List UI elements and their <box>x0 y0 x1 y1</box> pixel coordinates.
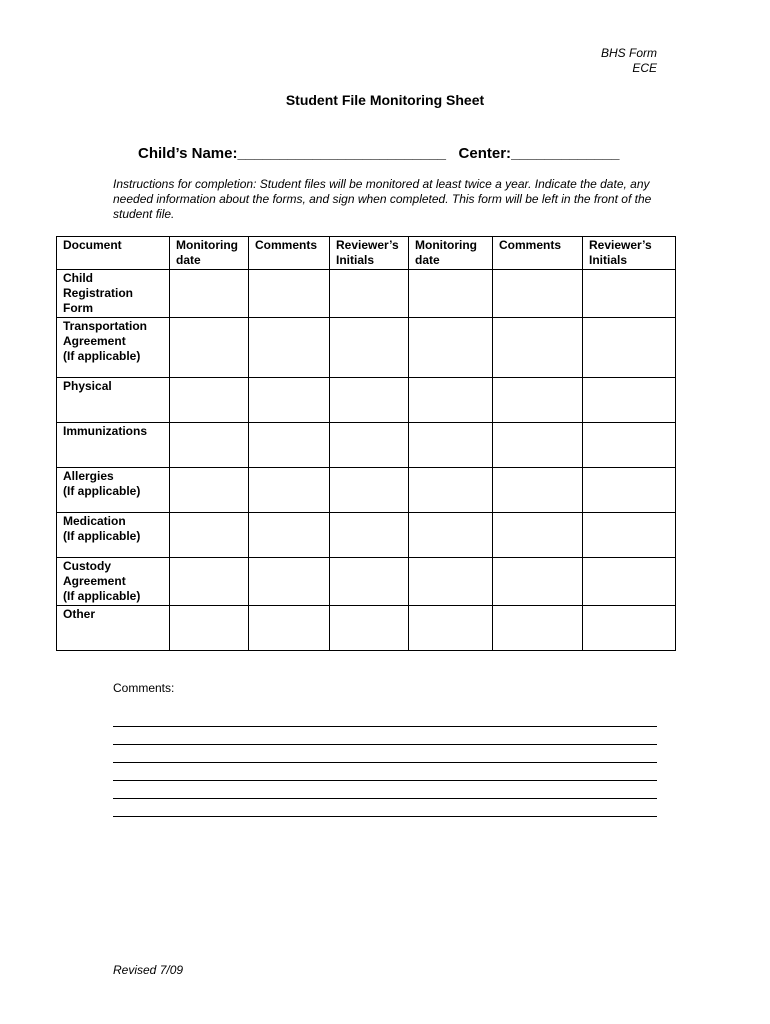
childs-name-field[interactable]: _________________________ <box>237 145 447 162</box>
table-row <box>57 318 676 378</box>
table-cell[interactable] <box>583 606 676 651</box>
table-cell[interactable] <box>249 318 330 378</box>
table-cell[interactable] <box>493 423 583 468</box>
table-cell[interactable] <box>249 513 330 558</box>
table-cell[interactable] <box>330 606 409 651</box>
row-label-physical: Physical <box>57 378 170 423</box>
header-reviewers-initials-1: Reviewer’s Initials <box>330 237 409 270</box>
table-row <box>57 513 676 558</box>
table-cell[interactable] <box>170 378 249 423</box>
table-cell[interactable] <box>170 558 249 606</box>
table-cell[interactable] <box>583 423 676 468</box>
table-row <box>57 606 676 651</box>
table-cell[interactable] <box>409 378 493 423</box>
table-cell[interactable] <box>330 468 409 513</box>
table-cell[interactable] <box>493 318 583 378</box>
table-cell[interactable] <box>409 606 493 651</box>
table-cell[interactable] <box>583 468 676 513</box>
childs-name-label: Child’s Name: <box>138 145 238 162</box>
table-cell[interactable] <box>493 270 583 318</box>
table-cell[interactable] <box>330 318 409 378</box>
row-label-child-registration: Child Registration Form <box>57 270 170 318</box>
header-reviewers-initials-2: Reviewer’s Initials <box>583 237 676 270</box>
comments-label: Comments: <box>113 681 175 695</box>
header-document: Document <box>57 237 170 270</box>
comment-line[interactable] <box>113 798 657 799</box>
table-cell[interactable] <box>170 318 249 378</box>
comment-line[interactable] <box>113 762 657 763</box>
table-cell[interactable] <box>330 270 409 318</box>
header-monitoring-date-1: Monitoring date <box>170 237 249 270</box>
table-row <box>57 423 676 468</box>
monitoring-table <box>56 236 676 651</box>
table-cell[interactable] <box>249 270 330 318</box>
row-label-custody: Custody Agreement (If applicable) <box>57 558 170 606</box>
table-cell[interactable] <box>170 513 249 558</box>
comment-line[interactable] <box>113 780 657 781</box>
table-cell[interactable] <box>249 558 330 606</box>
table-row <box>57 468 676 513</box>
header-monitoring-date-2: Monitoring date <box>409 237 493 270</box>
center-field[interactable]: _____________ <box>511 145 620 162</box>
table-cell[interactable] <box>409 318 493 378</box>
table-cell[interactable] <box>249 606 330 651</box>
comment-line[interactable] <box>113 726 657 727</box>
row-label-transportation: Transportation Agreement (If applicable) <box>57 318 170 378</box>
table-cell[interactable] <box>330 423 409 468</box>
table-cell[interactable] <box>409 270 493 318</box>
form-id-line1: BHS Form <box>600 46 657 60</box>
table-cell[interactable] <box>249 423 330 468</box>
table-cell[interactable] <box>583 378 676 423</box>
table-header-row <box>57 237 676 270</box>
header-comments-2: Comments <box>493 237 583 270</box>
table-cell[interactable] <box>330 513 409 558</box>
instructions-text: Instructions for completion: Student files will be monitored at least twice a year. Indicate the date, any needed information about the forms, and sign when completed. This form will be left in the front of the student file. <box>113 177 652 221</box>
table-cell[interactable] <box>170 468 249 513</box>
table-row <box>57 270 676 318</box>
revision-note: Revised 7/09 <box>113 963 184 977</box>
table-cell[interactable] <box>330 378 409 423</box>
table-cell[interactable] <box>170 606 249 651</box>
table-cell[interactable] <box>330 558 409 606</box>
form-identifier <box>601 46 657 76</box>
table-cell[interactable] <box>409 558 493 606</box>
page-title: Student File Monitoring Sheet <box>285 92 485 108</box>
table-cell[interactable] <box>493 606 583 651</box>
table-cell[interactable] <box>249 378 330 423</box>
table-cell[interactable] <box>409 468 493 513</box>
comment-line[interactable] <box>113 816 657 817</box>
table-cell[interactable] <box>493 468 583 513</box>
table-cell[interactable] <box>583 318 676 378</box>
table-cell[interactable] <box>170 423 249 468</box>
comment-line[interactable] <box>113 744 657 745</box>
table-cell[interactable] <box>583 270 676 318</box>
table-cell[interactable] <box>583 513 676 558</box>
table-row <box>57 378 676 423</box>
row-label-medication: Medication (If applicable) <box>57 513 170 558</box>
table-cell[interactable] <box>493 558 583 606</box>
table-cell[interactable] <box>249 468 330 513</box>
row-label-other: Other <box>57 606 170 651</box>
table-row <box>57 558 676 606</box>
table-cell[interactable] <box>409 513 493 558</box>
table-cell[interactable] <box>170 270 249 318</box>
form-id-line2: ECE <box>632 61 657 75</box>
row-label-allergies: Allergies (If applicable) <box>57 468 170 513</box>
table-cell[interactable] <box>409 423 493 468</box>
name-center-row <box>138 145 620 162</box>
row-label-immunizations: Immunizations <box>57 423 170 468</box>
header-comments-1: Comments <box>249 237 330 270</box>
table-cell[interactable] <box>493 378 583 423</box>
table-cell[interactable] <box>493 513 583 558</box>
table-cell[interactable] <box>583 558 676 606</box>
center-label: Center: <box>458 145 512 162</box>
